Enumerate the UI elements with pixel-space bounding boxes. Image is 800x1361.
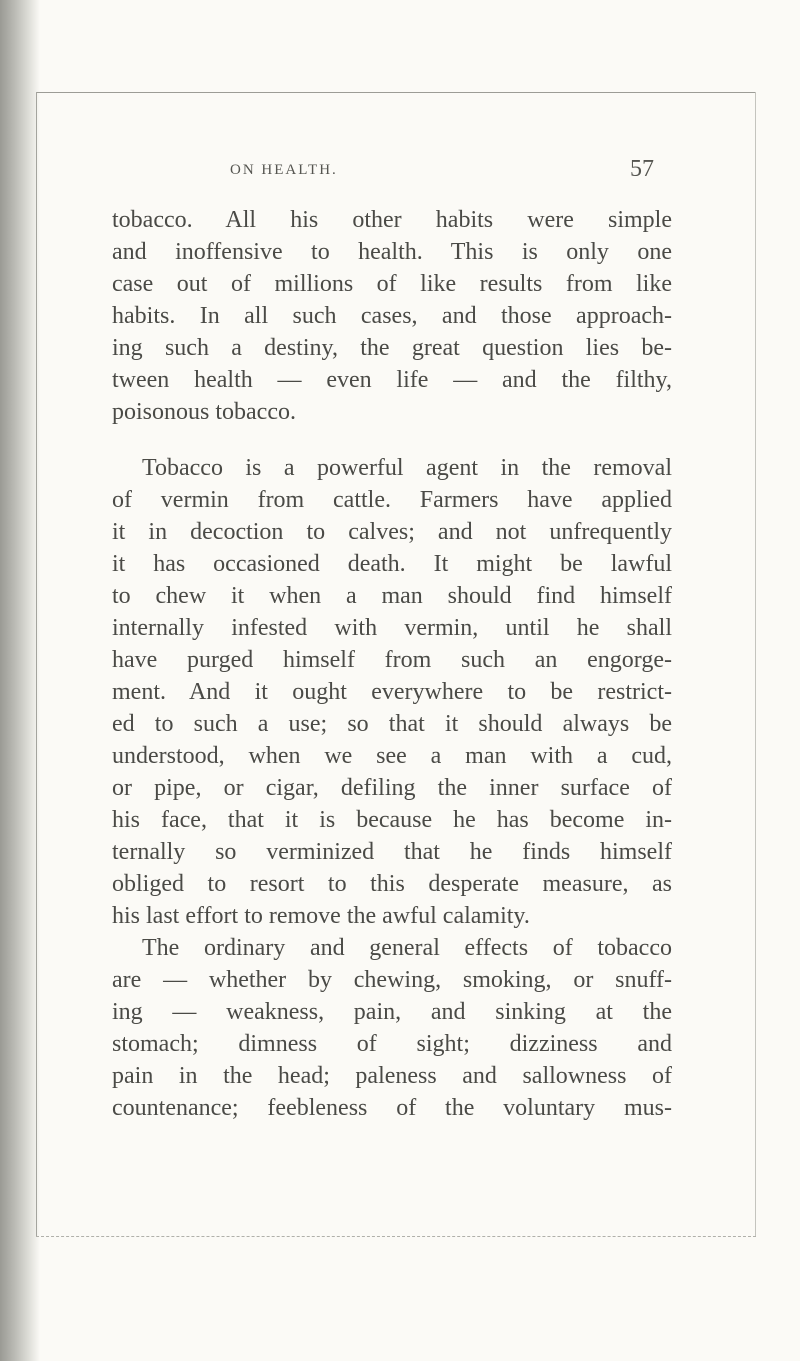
- text-line: pain in the head; paleness and sallowness of: [112, 1063, 672, 1089]
- text-line: obliged to resort to this desperate measure, as: [112, 871, 672, 897]
- page-border-top: [36, 92, 756, 93]
- text-line: habits. In all such cases, and those approach-: [112, 303, 672, 329]
- text-line: ing — weakness, pain, and sinking at the: [112, 999, 672, 1025]
- body-text: [112, 204, 672, 1124]
- page-number: 57: [630, 156, 654, 182]
- text-line: and inoffensive to health. This is only one: [112, 239, 672, 265]
- paragraph-gap: [112, 428, 672, 452]
- text-line: his face, that it is because he has become in-: [112, 807, 672, 833]
- text-line: his last effort to remove the awful calamity.: [112, 903, 530, 929]
- text-line: tobacco. All his other habits were simple: [112, 207, 672, 233]
- text-line: case out of millions of like results from like: [112, 271, 672, 297]
- text-line: it in decoction to calves; and not unfrequently: [112, 519, 672, 545]
- page-border-left: [36, 92, 37, 1236]
- text-line: of vermin from cattle. Farmers have applied: [112, 487, 672, 513]
- text-line: it has occasioned death. It might be lawful: [112, 551, 672, 577]
- text-line: poisonous tobacco.: [112, 399, 296, 425]
- text-line: ed to such a use; so that it should always be: [112, 711, 672, 737]
- page-border-right: [755, 92, 756, 1236]
- text-line: ternally so verminized that he finds himself: [112, 839, 672, 865]
- text-line: Tobacco is a powerful agent in the removal: [142, 455, 672, 481]
- binding-shadow: [0, 0, 40, 1361]
- text-line: to chew it when a man should find himself: [112, 583, 672, 609]
- text-line: understood, when we see a man with a cud,: [112, 743, 672, 769]
- text-line: The ordinary and general effects of tobacco: [142, 935, 672, 961]
- text-line: stomach; dimness of sight; dizziness and: [112, 1031, 672, 1057]
- text-line: or pipe, or cigar, defiling the inner surface of: [112, 775, 672, 801]
- text-line: internally infested with vermin, until he shall: [112, 615, 672, 641]
- text-line: tween health — even life — and the filthy,: [112, 367, 672, 393]
- text-line: have purged himself from such an engorge-: [112, 647, 672, 673]
- page-border-bottom: [36, 1236, 756, 1237]
- text-line: are — whether by chewing, smoking, or snuff-: [112, 967, 672, 993]
- running-head: ON HEALTH.: [230, 162, 338, 178]
- text-line: countenance; feebleness of the voluntary mus-: [112, 1095, 672, 1121]
- text-line: ing such a destiny, the great question lies be-: [112, 335, 672, 361]
- text-line: ment. And it ought everywhere to be restrict-: [112, 679, 672, 705]
